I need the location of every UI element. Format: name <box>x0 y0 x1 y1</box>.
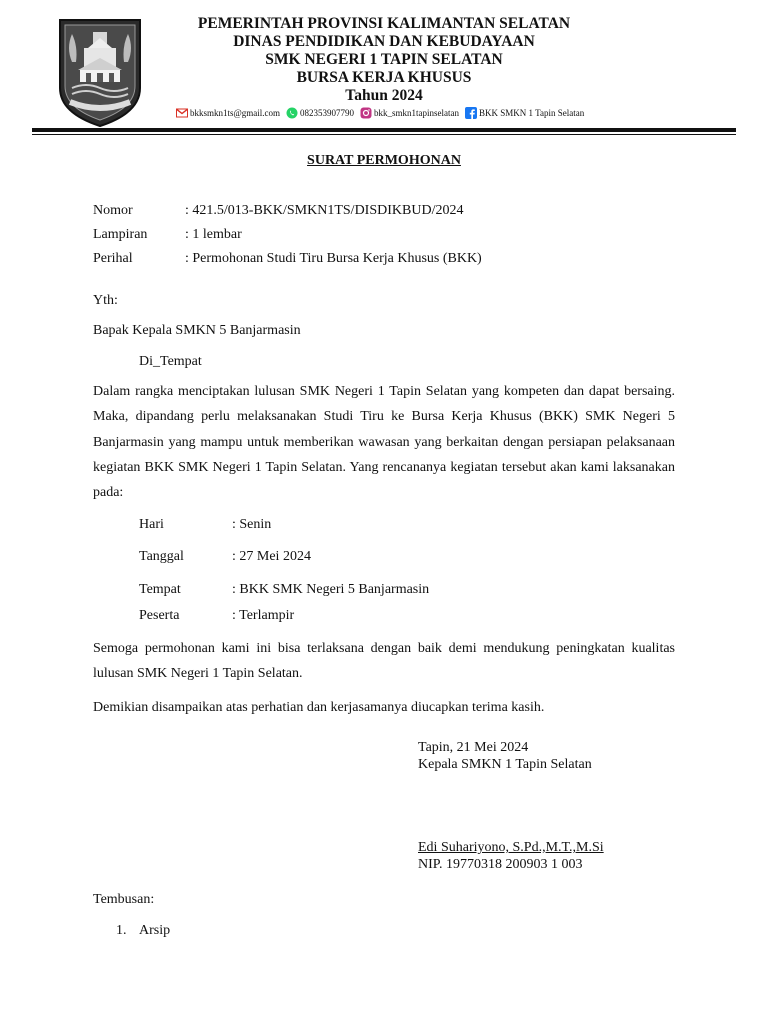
meta-nomor <box>93 203 693 221</box>
detail-value: : 27 Mei 2024 <box>232 549 311 564</box>
detail-label: Tempat <box>139 582 181 597</box>
body-paragraph-1: Dalam rangka menciptakan lulusan SMK Negeri 1 Tapin Selatan yang kompeten dan dapat bersaing. Maka, dipandang perlu melaksanakan Studi Tiru ke Bursa Kerja Khusus (BKK) SMK Negeri 5 Banjarmasin yang mampu untuk memberikan wawasan yang berkaitan dengan persiapan pelaksanaan kegiatan BKK SMK Negeri 1 Tapin Selatan. Yang rencananya kegiatan tersebut akan kami laksanakan pada: <box>93 384 675 501</box>
meta-value: : Permohonan Studi Tiru Bursa Kerja Khusus (BKK) <box>185 251 482 266</box>
year-line: Tahun 2024 <box>345 87 423 104</box>
detail-value: : Terlampir <box>232 608 295 623</box>
contact-instagram-text: bkk_smkn1tapinselatan <box>374 108 460 118</box>
detail-tanggal <box>139 549 589 567</box>
detail-value: : BKK SMK Negeri 5 Banjarmasin <box>232 582 430 597</box>
cc-label: Tembusan: <box>93 892 155 907</box>
recipient-place: Di_Tempat <box>139 354 202 369</box>
whatsapp-icon <box>286 107 298 119</box>
meta-value: : 421.5/013-BKK/SMKN1TS/DISDIKBUD/2024 <box>185 203 464 218</box>
facebook-icon <box>465 107 477 119</box>
cc-item-number: 1. <box>116 923 127 938</box>
signature-nip: NIP. 19770318 200903 1 003 <box>418 857 583 872</box>
letterhead-divider-thin <box>32 134 736 135</box>
body-paragraph-2: Semoga permohonan kami ini bisa terlaksana dengan baik demi mendukung peningkatan kualitas lulusan SMK Negeri 1 Tapin Selatan. <box>93 641 675 682</box>
school-name: SMK NEGERI 1 TAPIN SELATAN <box>265 51 503 68</box>
detail-value: : Senin <box>232 517 272 532</box>
detail-label: Tanggal <box>139 549 184 564</box>
letterhead <box>0 0 768 135</box>
contact-whatsapp-text: 082353907790 <box>300 108 355 118</box>
detail-label: Peserta <box>139 608 180 623</box>
meta-value: : 1 lembar <box>185 227 242 242</box>
government-name: PEMERINTAH PROVINSI KALIMANTAN SELATAN <box>197 15 571 32</box>
recipient: Bapak Kepala SMKN 5 Banjarmasin <box>93 323 301 338</box>
contact-email[interactable] <box>176 107 280 119</box>
agency-name: DINAS PENDIDIKAN DAN KEBUDAYAAN <box>233 33 535 50</box>
detail-label: Hari <box>139 517 164 532</box>
salutation: Yth: <box>93 293 118 308</box>
contact-bar <box>176 106 596 120</box>
closing-sentence: Demikian disampaikan atas perhatian dan kerjasamanya diucapkan terima kasih. <box>93 700 545 715</box>
instagram-icon <box>360 107 372 119</box>
contact-facebook[interactable] <box>465 107 584 119</box>
meta-label: Lampiran <box>93 227 148 242</box>
detail-hari <box>139 517 589 535</box>
unit-name: BURSA KERJA KHUSUS <box>296 69 472 86</box>
meta-lampiran <box>93 227 693 245</box>
letter-title: SURAT PERMOHONAN <box>307 153 461 168</box>
tapin-regency-emblem-icon <box>58 18 142 128</box>
meta-label: Perihal <box>93 251 133 266</box>
contact-instagram[interactable] <box>360 107 459 119</box>
detail-peserta <box>139 608 589 626</box>
signature-position: Kepala SMKN 1 Tapin Selatan <box>418 757 592 772</box>
signature-place-date: Tapin, 21 Mei 2024 <box>418 740 529 755</box>
contact-facebook-text: BKK SMKN 1 Tapin Selatan <box>479 108 585 118</box>
detail-tempat <box>139 582 589 600</box>
meta-perihal <box>93 251 693 269</box>
signature-name: Edi Suhariyono, S.Pd.,M.T.,M.Si <box>418 840 604 855</box>
meta-label: Nomor <box>93 203 133 218</box>
cc-item-text: Arsip <box>139 923 171 938</box>
letterhead-text <box>150 15 618 105</box>
contact-email-text: bkksmkn1ts@gmail.com <box>190 108 281 118</box>
letterhead-divider <box>32 128 736 132</box>
contact-whatsapp[interactable] <box>286 107 354 119</box>
gmail-icon <box>176 107 188 119</box>
